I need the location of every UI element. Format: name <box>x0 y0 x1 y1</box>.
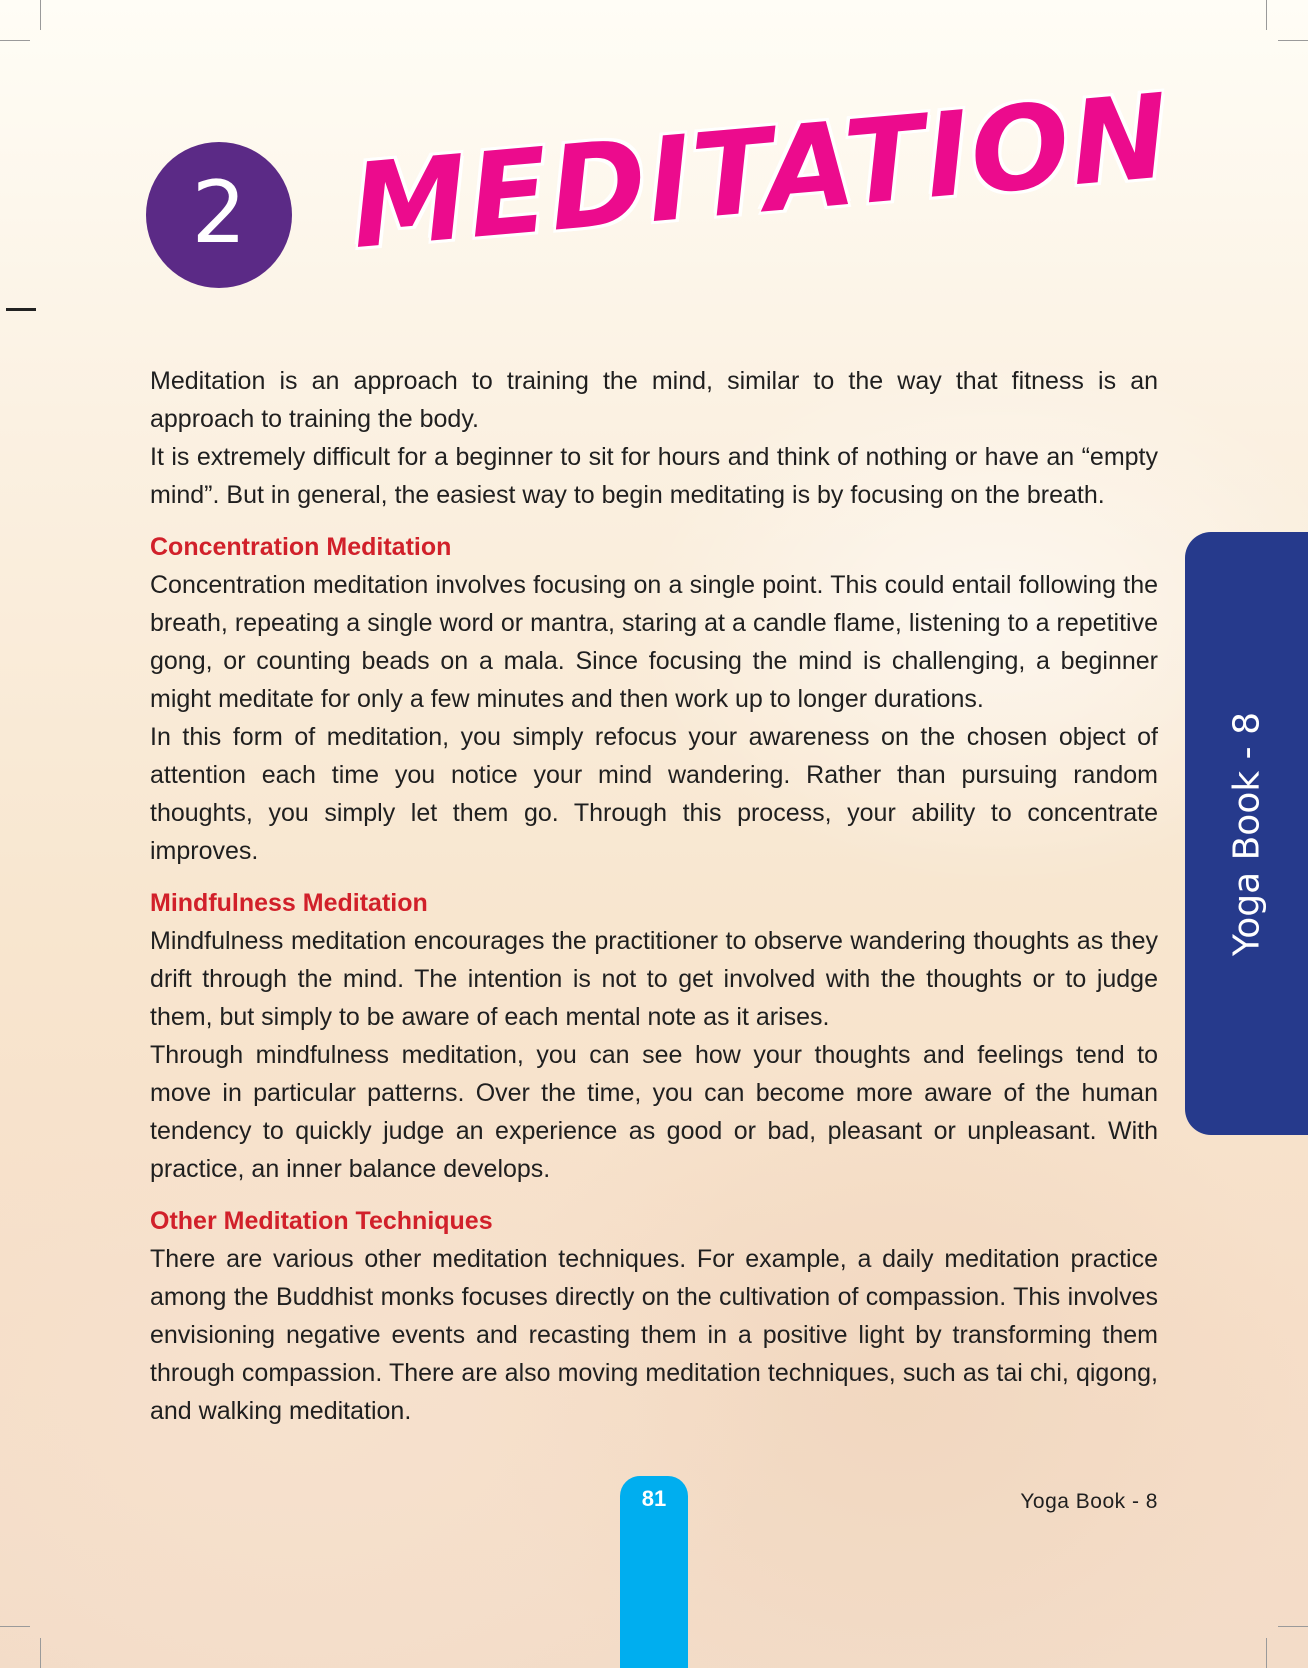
crop-mark <box>0 40 30 41</box>
chapter-title: MEDITATION <box>346 68 1176 276</box>
crop-mark <box>1278 40 1308 41</box>
crop-mark <box>1278 1626 1308 1627</box>
footer-book-title: Yoga Book - 8 <box>1020 1490 1158 1513</box>
intro-paragraph: It is extremely difficult for a beginner to sit for hours and think of nothing or have an “empty mind”. But in general, the easiest way to begin meditating is by focusing on the breath. <box>150 443 1158 509</box>
section-heading: Mindfulness Meditation <box>150 889 428 917</box>
chapter-content <box>150 362 1158 1430</box>
section-heading: Other Meditation Techniques <box>150 1207 493 1235</box>
crop-mark <box>40 1638 41 1668</box>
page-number: 81 <box>641 1486 667 1511</box>
section-paragraph: Concentration meditation involves focusing on a single point. This could entail following the breath, repeating a single word or mantra, staring at a candle flame, listening to a repetitive gong, or counting beads on a mala. Since focusing the mind is challenging, a beginner might meditate for only a few minutes and then work up to longer durations. <box>150 571 1158 713</box>
section-paragraph: There are various other meditation techniques. For example, a daily meditation practice among the Buddhist monks focuses directly on the cultivation of compassion. This involves envisioning negative events and recasting them in a positive light by transforming them through compassion. There are also moving meditation techniques, such as tai chi, qigong, and walking meditation. <box>150 1245 1158 1425</box>
crop-mark <box>6 308 36 311</box>
crop-mark <box>0 1626 30 1627</box>
intro-paragraph: Meditation is an approach to training the mind, similar to the way that fitness is an approach to training the body. <box>150 367 1158 433</box>
side-tab-label: Yoga Book - 8 <box>1226 711 1267 956</box>
section-paragraph: In this form of meditation, you simply refocus your awareness on the chosen object of attention each time you notice your mind wandering. Rather than pursuing random thoughts, you simply let them go. Through this process, your ability to concentrate improves. <box>150 723 1158 865</box>
section-paragraph: Mindfulness meditation encourages the practitioner to observe wandering thoughts as they drift through the mind. The intention is not to get involved with the thoughts or to judge them, but simply to be aware of each mental note as it arises. <box>150 927 1158 1031</box>
side-tab <box>1185 532 1308 1135</box>
crop-mark <box>40 0 41 30</box>
page-number-tab <box>620 1476 688 1668</box>
chapter-number: 2 <box>191 163 247 263</box>
crop-mark <box>1266 0 1267 30</box>
crop-mark <box>1266 1638 1267 1668</box>
section-heading: Concentration Meditation <box>150 533 452 561</box>
section-paragraph: Through mindfulness meditation, you can see how your thoughts and feelings tend to move in particular patterns. Over the time, you can become more aware of the human tendency to quickly judge an experience as good or bad, pleasant or unpleasant. With practice, an inner balance develops. <box>150 1041 1158 1183</box>
chapter-number-badge <box>146 142 292 288</box>
